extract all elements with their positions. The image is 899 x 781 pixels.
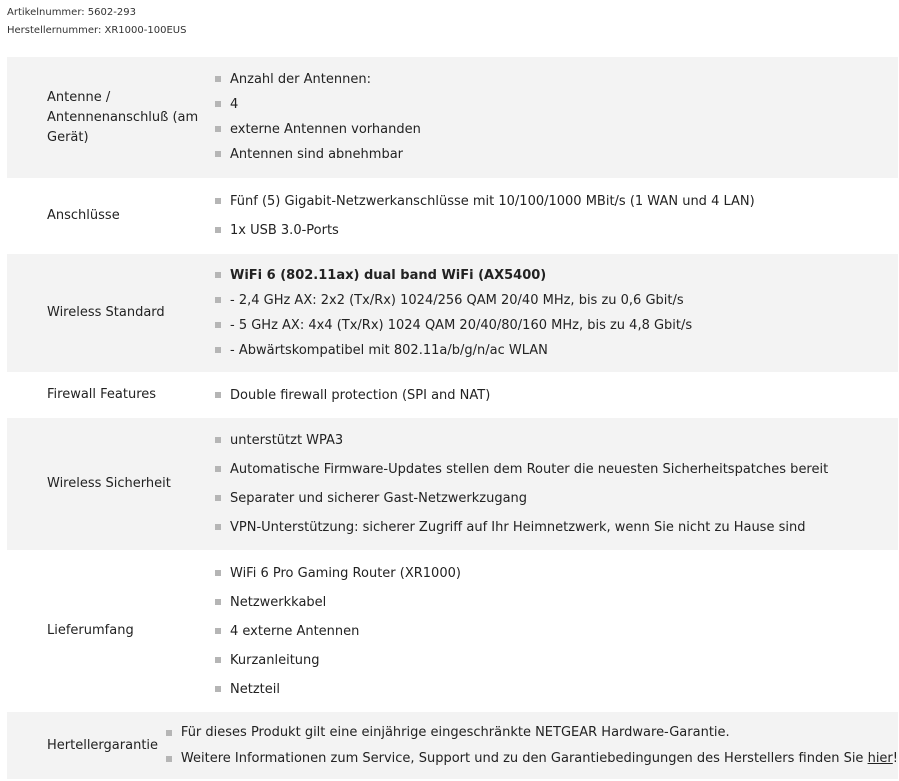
manufacturer-number: Herstellernummer: XR1000-100EUS	[7, 25, 187, 36]
list-item: Double firewall protection (SPI and NAT)	[230, 383, 898, 408]
spec-values	[230, 263, 898, 363]
spec-row-wireless-standard	[7, 254, 898, 372]
square-bullet-icon	[166, 730, 172, 736]
spec-row-antenna	[7, 57, 898, 178]
square-bullet-icon	[215, 297, 221, 303]
square-bullet-icon	[215, 495, 221, 501]
list-item: Weitere Informationen zum Service, Support und zu den Garantiebedingungen des Herstellers finden Sie hier!	[181, 746, 898, 772]
list-item: VPN-Unterstützung: sicherer Zugriff auf Ihr Heimnetzwerk, wenn Sie nicht zu Hause sind	[230, 513, 898, 542]
list-item: externe Antennen vorhanden	[230, 117, 898, 142]
list-item: Separater und sicherer Gast-Netzwerkzugang	[230, 484, 898, 513]
list-item: Anzahl der Antennen:	[230, 67, 898, 92]
spec-values	[230, 187, 898, 245]
square-bullet-icon	[215, 198, 221, 204]
square-bullet-icon	[215, 151, 221, 157]
spec-values	[230, 559, 898, 704]
list-item: Kurzanleitung	[230, 646, 898, 675]
spec-row-firewall	[7, 372, 898, 418]
list-item: Antennen sind abnehmbar	[230, 142, 898, 167]
spec-label: Antenne / Antennenanschluß (am Gerät)	[47, 89, 199, 145]
spec-values	[181, 720, 898, 772]
list-item: unterstützt WPA3	[230, 426, 898, 455]
spec-row-ports	[7, 178, 898, 254]
spec-label: Hertellergarantie	[47, 737, 159, 753]
square-bullet-icon	[215, 126, 221, 132]
square-bullet-icon	[215, 101, 221, 107]
article-number: Artikelnummer: 5602-293	[7, 7, 136, 18]
list-item: 4 externe Antennen	[230, 617, 898, 646]
spec-row-warranty	[7, 712, 898, 779]
list-item: WiFi 6 Pro Gaming Router (XR1000)	[230, 559, 898, 588]
list-item: - 5 GHz AX: 4x4 (Tx/Rx) 1024 QAM 20/40/80/160 MHz, bis zu 4,8 Gbit/s	[230, 313, 898, 338]
spec-label: Lieferumfang	[47, 623, 134, 638]
square-bullet-icon	[215, 272, 221, 278]
list-item: Fünf (5) Gigabit-Netzwerkanschlüsse mit 10/100/1000 MBit/s (1 WAN und 4 LAN)	[230, 187, 898, 216]
square-bullet-icon	[215, 392, 221, 398]
spec-values	[230, 383, 898, 408]
square-bullet-icon	[215, 322, 221, 328]
list-item: Für dieses Produkt gilt eine einjährige eingeschränkte NETGEAR Hardware-Garantie.	[181, 720, 898, 746]
square-bullet-icon	[215, 347, 221, 353]
spec-values	[230, 426, 898, 542]
spec-label: Wireless Standard	[47, 305, 165, 320]
spec-label: Anschlüsse	[47, 208, 120, 223]
square-bullet-icon	[215, 686, 221, 692]
list-item: 4	[230, 92, 898, 117]
list-item: - Abwärtskompatibel mit 802.11a/b/g/n/ac WLAN	[230, 338, 898, 363]
spec-label: Firewall Features	[47, 387, 157, 402]
list-item: 1x USB 3.0-Ports	[230, 216, 898, 245]
square-bullet-icon	[215, 524, 221, 530]
square-bullet-icon	[215, 657, 221, 663]
square-bullet-icon	[215, 599, 221, 605]
spec-row-wireless-security	[7, 418, 898, 550]
warranty-info-link[interactable]: hier	[867, 750, 893, 766]
list-item: - 2,4 GHz AX: 2x2 (Tx/Rx) 1024/256 QAM 20/40 MHz, bis zu 0,6 Gbit/s	[230, 288, 898, 313]
square-bullet-icon	[215, 628, 221, 634]
spec-values	[230, 67, 898, 167]
list-item: Netzwerkkabel	[230, 588, 898, 617]
list-item: WiFi 6 (802.11ax) dual band WiFi (AX5400)	[230, 263, 898, 288]
square-bullet-icon	[215, 466, 221, 472]
list-item: Netzteil	[230, 675, 898, 704]
square-bullet-icon	[215, 437, 221, 443]
square-bullet-icon	[215, 76, 221, 82]
square-bullet-icon	[215, 570, 221, 576]
specifications-table	[7, 57, 898, 779]
list-item: Automatische Firmware-Updates stellen dem Router die neuesten Sicherheitspatches bereit	[230, 455, 898, 484]
spec-label: Wireless Sicherheit	[47, 476, 171, 491]
square-bullet-icon	[215, 227, 221, 233]
spec-row-scope-of-delivery	[7, 550, 898, 712]
square-bullet-icon	[166, 756, 172, 762]
